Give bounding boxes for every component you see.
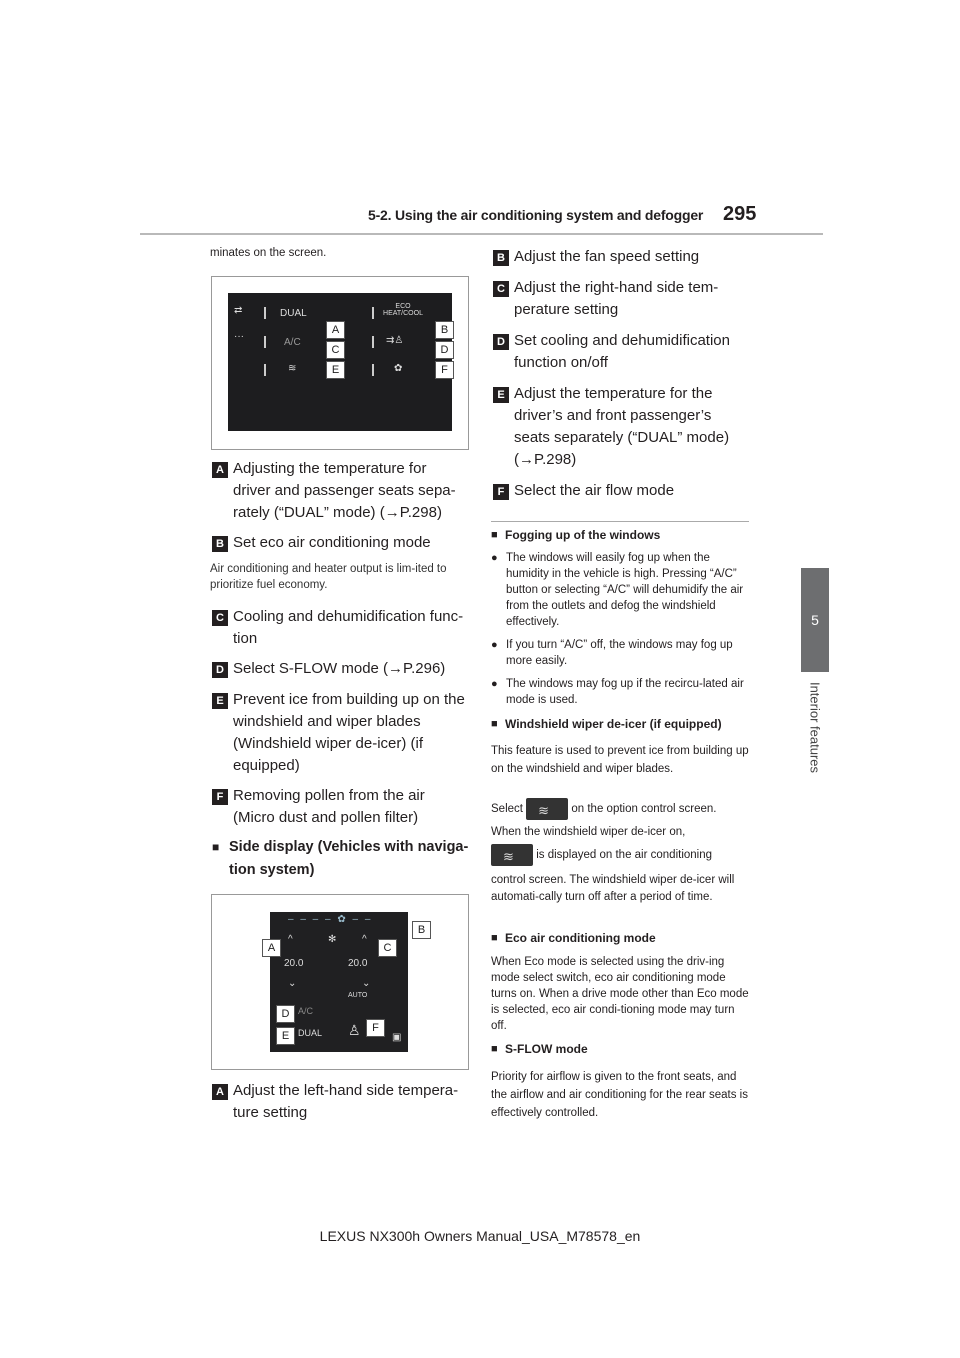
item-badge: B xyxy=(493,250,509,266)
item-badge: A xyxy=(212,462,228,478)
fan-icon: ✻ xyxy=(328,934,337,945)
round-bullet: ● xyxy=(491,678,498,690)
temp-up-right-icon: ^ xyxy=(362,934,367,945)
eco-control-label: ECO HEAT/COOL xyxy=(383,303,423,317)
screen-side-icon: ⇄ xyxy=(234,305,243,316)
item-badge: D xyxy=(212,662,228,678)
item-text: Select the air flow mode xyxy=(514,482,675,499)
item-badge: D xyxy=(493,334,509,350)
item-text: Cooling and dehumidification func-tion xyxy=(233,608,464,647)
displayed-text: is displayed on the air conditioning xyxy=(536,849,713,862)
callout-a: A xyxy=(262,939,281,957)
wiper-deicer-indicator-icon: ≋ xyxy=(491,844,533,866)
round-bullet: ● xyxy=(491,552,498,564)
footer-text: LEXUS NX300h Owners Manual_USA_M78578_en xyxy=(319,1228,641,1244)
auto-label: AUTO xyxy=(348,992,368,999)
ac-control-label: A/C xyxy=(284,337,301,348)
wiper-displayed-line xyxy=(491,844,753,866)
chapter-tab: 5 xyxy=(801,568,829,672)
wiper-paragraph: This feature is used to prevent ice from building up on the windshield and wiper blades. xyxy=(491,745,749,775)
square-bullet: ■ xyxy=(491,718,498,730)
callout-a: A xyxy=(326,321,345,339)
item-text: Adjust the temperature for the driver’s and front passenger’s seats separately (“DUAL” mode) (→P.298) xyxy=(514,385,730,468)
callout-f: F xyxy=(435,361,454,379)
item-text: Prevent ice from building up on the windshield and wiper blades (Windshield wiper de-icer) (if equipped) xyxy=(233,691,465,774)
screen-toggle-icon: ▣ xyxy=(392,1032,402,1043)
seat-airflow-icon: ♙ xyxy=(348,1022,361,1038)
item-badge: E xyxy=(493,387,509,403)
indicator-bar xyxy=(264,364,266,376)
callout-d: D xyxy=(435,341,454,359)
eco-heading: Eco air conditioning mode xyxy=(505,931,656,945)
item-text: Select S-FLOW mode (→P.296) xyxy=(233,660,446,677)
wiper-when-text: When the windshield wiper de-icer on, xyxy=(491,826,686,838)
eco-note: Air conditioning and heater output is lim-ited to prioritize fuel economy. xyxy=(210,563,447,591)
wiper-paragraph-2: control screen. The windshield wiper de-icer will automati-cally turn off after a period of time. xyxy=(491,874,735,903)
item-badge: F xyxy=(212,789,228,805)
callout-e: E xyxy=(326,361,345,379)
defroster-icon: ≋ xyxy=(288,363,297,374)
option-control-figure xyxy=(211,276,469,450)
chapter-label: Interior features xyxy=(807,681,823,774)
indicator-bar xyxy=(264,336,266,348)
item-text: Adjusting the temperature for driver and passenger seats sepa-rately (“DUAL” mode) (→P.298) xyxy=(233,460,456,521)
temp-right-value: 20.0 xyxy=(348,958,368,969)
fog-bullet: If you turn “A/C” off, the windows may fog up more easily. xyxy=(506,639,733,667)
s-flow-icon: ⇉♙ xyxy=(386,335,404,346)
top-dashes: – – – – ✿ – – xyxy=(288,914,373,925)
select-text: Select xyxy=(491,803,523,816)
callout-d: D xyxy=(276,1005,295,1023)
eco-paragraph: When Eco mode is selected using the driv-ing mode select switch, eco air conditioning mode turns on. When a drive mode other than Eco mode is selected, eco air condi-tioning mode may turn off. xyxy=(491,956,749,1032)
wiper-select-line xyxy=(491,798,753,820)
item-text: Set eco air conditioning mode xyxy=(233,534,431,551)
indicator-bar xyxy=(372,364,374,376)
item-badge: E xyxy=(212,693,228,709)
callout-e: E xyxy=(276,1027,295,1045)
callout-b: B xyxy=(435,321,454,339)
square-bullet: ■ xyxy=(491,529,498,541)
fog-heading: Fogging up of the windows xyxy=(505,528,661,542)
item-text: Adjust the left-hand side tempera-ture setting xyxy=(233,1082,459,1121)
indicator-bar xyxy=(372,336,374,348)
item-badge: F xyxy=(493,484,509,500)
callout-b: B xyxy=(412,921,431,939)
item-badge: C xyxy=(212,610,228,626)
item-text: Adjust the fan speed setting xyxy=(514,248,700,265)
square-bullet: ■ xyxy=(491,932,498,944)
header-divider xyxy=(140,233,823,235)
fog-bullet: The windows will easily fog up when the humidity in the vehicle is high. Pressing “A/C” button or selecting “A/C” will dehumidify the air from the outlets and defog the windshield effectively. xyxy=(506,552,744,628)
round-bullet: ● xyxy=(491,639,498,651)
temp-left-value: 20.0 xyxy=(284,958,304,969)
item-text: Adjust the right-hand side tem-perature setting xyxy=(514,279,719,318)
page-number: 295 xyxy=(723,203,757,225)
temp-down-right-icon: ⌄ xyxy=(362,978,371,989)
dual-label: DUAL xyxy=(298,1028,323,1038)
square-bullet: ■ xyxy=(212,840,220,854)
sflow-heading: S-FLOW mode xyxy=(505,1042,588,1056)
callout-c: C xyxy=(378,939,397,957)
screen-side-dots: ··· xyxy=(234,331,244,342)
section-header: 5-2. Using the air conditioning system and defogger xyxy=(368,207,704,223)
side-display-heading: Side display (Vehicles with naviga-tion system) xyxy=(229,839,469,878)
sflow-paragraph: Priority for airflow is given to the front seats, and the airflow and air conditioning for the rear seats is effectively controlled. xyxy=(491,1071,748,1119)
item-text: Removing pollen from the air (Micro dust and pollen filter) xyxy=(233,787,425,826)
item-badge: A xyxy=(212,1084,228,1100)
square-bullet: ■ xyxy=(491,1043,498,1055)
callout-c: C xyxy=(326,341,345,359)
intro-text: minates on the screen. xyxy=(210,247,327,259)
temp-up-left-icon: ^ xyxy=(288,934,293,945)
pollen-filter-icon: ✿ xyxy=(394,363,403,374)
item-badge: C xyxy=(493,281,509,297)
section-divider xyxy=(491,521,749,522)
select-text-end: on the option control screen. xyxy=(571,803,717,816)
indicator-bar xyxy=(264,307,266,319)
side-display-figure xyxy=(211,894,469,1070)
wiper-heading: Windshield wiper de-icer (if equipped) xyxy=(505,717,722,731)
fog-bullet: The windows may fog up if the recircu-lated air mode is used. xyxy=(506,678,744,706)
item-text: Set cooling and dehumidification function on/off xyxy=(514,332,730,371)
callout-f: F xyxy=(366,1019,385,1037)
temp-down-left-icon: ⌄ xyxy=(288,978,297,989)
wiper-deicer-button-icon: ≋ xyxy=(526,798,568,820)
ac-label: A/C xyxy=(298,1006,314,1016)
dual-control-label: DUAL xyxy=(280,308,307,319)
item-badge: B xyxy=(212,536,228,552)
indicator-bar xyxy=(372,307,374,319)
